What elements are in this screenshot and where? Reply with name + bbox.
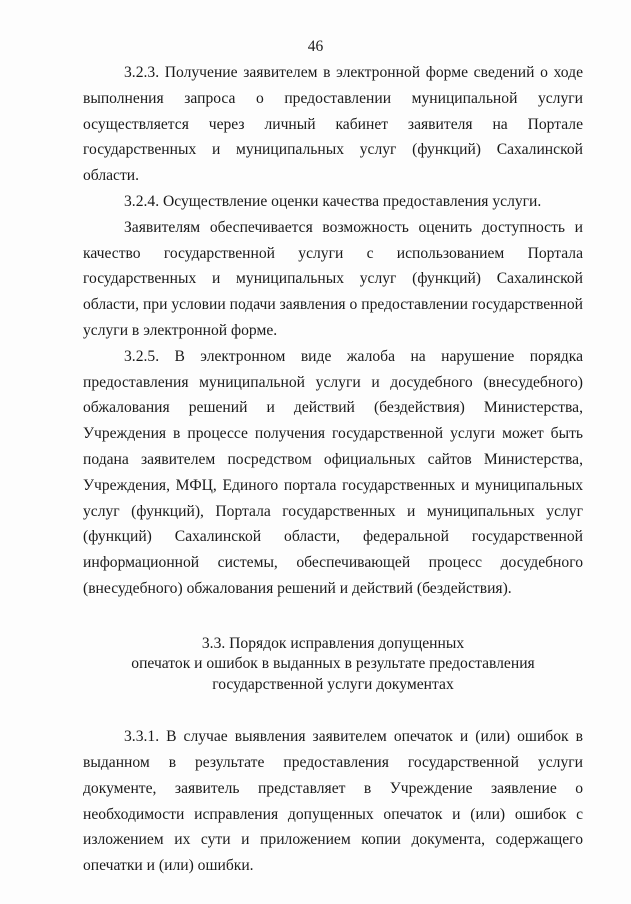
document-body	[83, 60, 583, 879]
section-heading-3-3	[83, 634, 583, 696]
paragraph-3-2-3: 3.2.3. Получение заявителем в электронной форме сведений о ходе выполнения запроса о предоставлении муниципальной услуги осуществляется через личный кабинет заявителя на Портале государственных и муниципальных услуг (функций) Сахалинской области.	[83, 64, 583, 185]
section-heading-line-3: государственной услуги документах	[212, 675, 454, 693]
paragraph-3-2-5: 3.2.5. В электронном виде жалоба на нарушение порядка предоставления муниципальной услуги и досудебного (внесудебного) обжалования решений и действий (бездействия) Министерства, Учреждения в процессе получения государственной услуги может быть подана заявителем посредством официальных сайтов Министерства, Учреждения, МФЦ, Единого портала государственных и муниципальных услуг (функций), Портала государственных и муниципальных услуг (функций) Сахалинской области, федеральной государственной информационной системы, обеспечивающей процесс досудебного (внесудебного) обжалования решений и действий (бездействия).	[83, 347, 583, 597]
section-heading-line-1: 3.3. Порядок исправления допущенных	[201, 634, 465, 652]
paragraph-3-2-4: 3.2.4. Осуществление оценки качества предоставления услуги.	[124, 192, 542, 210]
paragraph-3-3-1: 3.3.1. В случае выявления заявителем опечаток и (или) ошибок в выданном в результате предоставления государственной услуги документе, заявитель представляет в Учреждение заявление о необходимости исправления допущенных опечаток и (или) ошибок с изложением их сути и приложением копии документа, содержащего опечатки и (или) ошибки.	[83, 728, 583, 875]
page-number: 46	[307, 38, 324, 55]
section-heading-line-2: опечаток и ошибок в выданных в результате предоставления	[131, 655, 535, 673]
paragraph-quality-assessment: Заявителям обеспечивается возможность оценить доступность и качество государственной услуги с использованием Портала государственных и муниципальных услуг (функций) Сахалинской области, при условии подачи заявления о предоставлении государственной услуги в электронной форме.	[83, 218, 583, 339]
